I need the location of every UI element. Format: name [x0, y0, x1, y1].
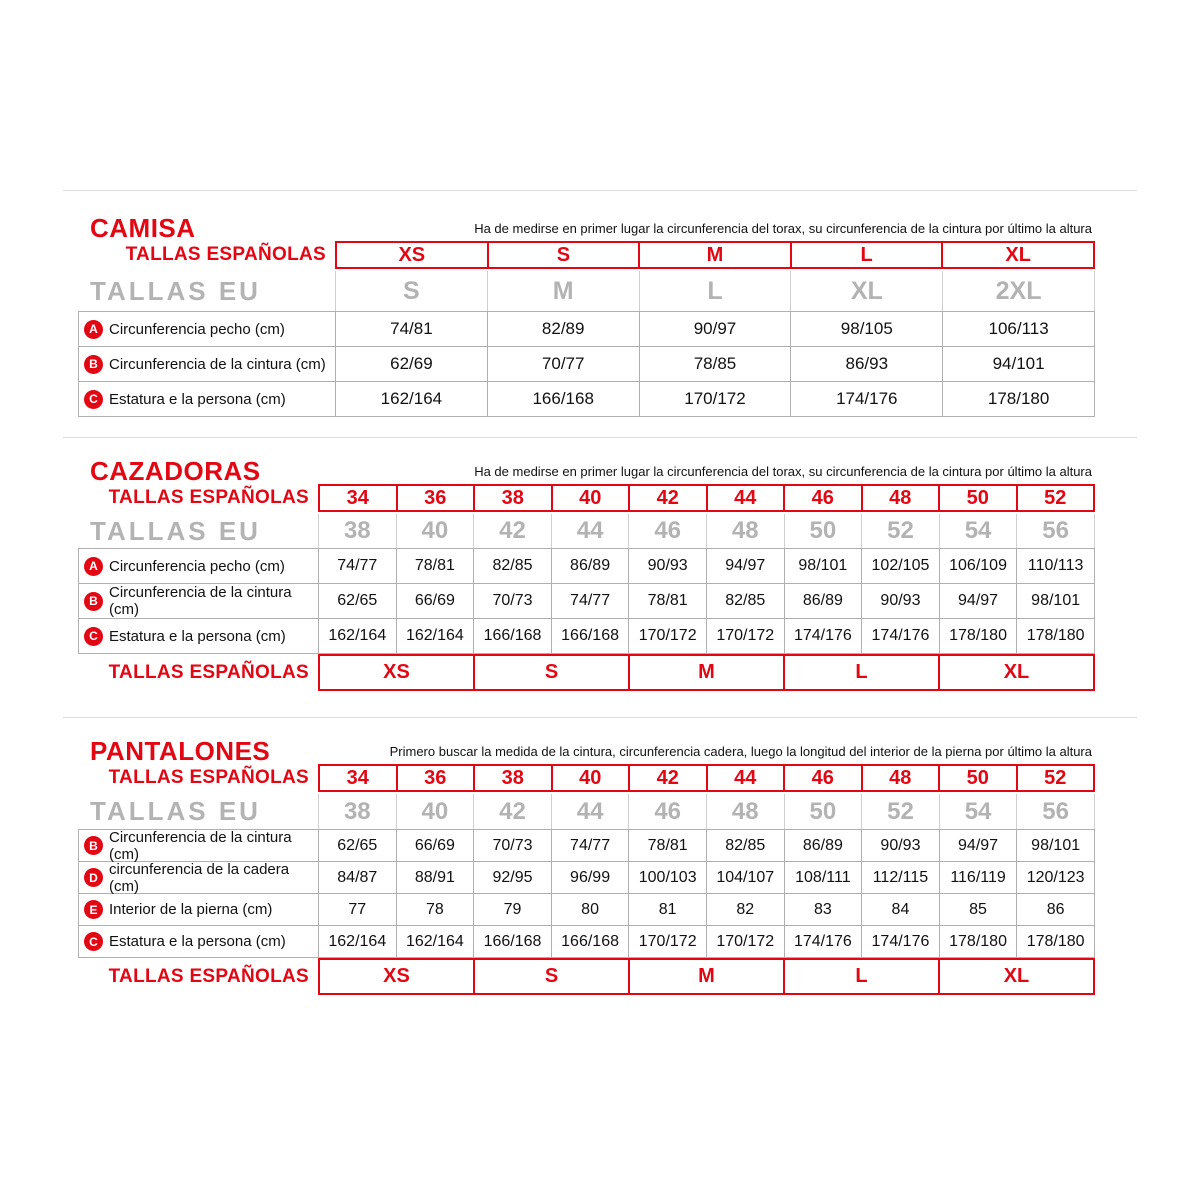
letter-badge: B: [84, 592, 103, 611]
bottom-sizes-boxes: [318, 958, 1095, 995]
eu-size-cell: S: [335, 271, 487, 311]
value-cell: 106/113: [943, 312, 1095, 347]
eu-size-cell: 46: [628, 794, 706, 829]
value-cell: 178/180: [940, 619, 1018, 654]
eu-size-cell: 54: [939, 514, 1017, 548]
value-cell: 96/99: [552, 862, 630, 894]
spanish-size-cell: 36: [396, 766, 474, 790]
value-cell: 85: [940, 894, 1018, 926]
bottom-spanish-sizes-row: [78, 654, 1095, 691]
value-cell: 62/69: [336, 347, 488, 382]
value-cell: 80: [552, 894, 630, 926]
value-cell: 90/93: [862, 584, 940, 619]
letter-badge: B: [84, 836, 103, 855]
value-cell: 98/105: [791, 312, 943, 347]
value-cell: 82/89: [488, 312, 640, 347]
value-cell: 166/168: [474, 619, 552, 654]
value-cell: 112/115: [862, 862, 940, 894]
tallas-eu-label: TALLAS EU: [90, 796, 261, 826]
bottom-size-cell: L: [783, 960, 938, 993]
value-cell: 170/172: [707, 619, 785, 654]
spanish-size-cell: 34: [346, 766, 369, 789]
table-row: [79, 312, 1095, 347]
letter-badge: C: [84, 627, 103, 646]
eu-size-cell: 48: [706, 794, 784, 829]
value-cell: 166/168: [552, 926, 630, 958]
eu-size-cell: 46: [628, 514, 706, 548]
value-cell: 90/93: [862, 830, 940, 862]
value-cell: 170/172: [629, 619, 707, 654]
section-title: CAMISA: [90, 213, 196, 243]
eu-sizes-row: [78, 271, 1095, 311]
value-cell: 106/109: [940, 549, 1018, 584]
value-cell: 170/172: [707, 926, 785, 958]
letter-badge: D: [84, 868, 103, 887]
row-label: Circunferencia de la cintura (cm): [109, 828, 292, 863]
eu-size-cell: 50: [784, 794, 862, 829]
table-row: [79, 549, 1095, 584]
value-cell: 166/168: [488, 382, 640, 417]
table-row: [79, 862, 1095, 894]
bottom-size-cell: S: [473, 656, 628, 689]
tallas-espanolas-label: TALLAS ESPAÑOLAS: [108, 965, 309, 987]
letter-badge: B: [84, 355, 103, 374]
letter-badge: E: [84, 900, 103, 919]
bottom-size-cell: XS: [383, 965, 410, 987]
section-camisa: [63, 190, 1137, 437]
value-cell: 78/81: [629, 830, 707, 862]
eu-size-cell: 50: [784, 514, 862, 548]
row-label-cell: [79, 926, 319, 958]
spanish-size-cell: 42: [628, 766, 706, 790]
size-table: [78, 241, 1095, 417]
value-cell: 110/113: [1017, 549, 1095, 584]
measurement-rows: [78, 548, 1095, 654]
letter-badge: A: [84, 320, 103, 339]
value-cell: 94/97: [940, 584, 1018, 619]
value-cell: 82: [707, 894, 785, 926]
value-cell: 82/85: [474, 549, 552, 584]
spanish-size-cell: S: [487, 243, 639, 267]
value-cell: 90/93: [629, 549, 707, 584]
table-row: [79, 619, 1095, 654]
measurement-rows: [78, 311, 1095, 417]
value-cell: 90/97: [640, 312, 792, 347]
spanish-sizes-boxes: [318, 484, 1095, 512]
eu-size-cell: 42: [473, 514, 551, 548]
spanish-size-cell: L: [790, 243, 942, 267]
bottom-size-cell: M: [628, 656, 783, 689]
value-cell: 174/176: [862, 619, 940, 654]
letter-badge: C: [84, 932, 103, 951]
spanish-size-cell: 52: [1016, 766, 1094, 790]
value-cell: 74/77: [319, 549, 397, 584]
value-cell: 74/77: [552, 830, 630, 862]
value-cell: 92/95: [474, 862, 552, 894]
eu-sizes-cells: [335, 271, 1095, 311]
value-cell: 86/89: [785, 830, 863, 862]
row-label: Circunferencia de la cintura (cm): [109, 355, 326, 373]
eu-size-cell: 54: [939, 794, 1017, 829]
value-cell: 174/176: [791, 382, 943, 417]
bottom-size-cell: S: [473, 960, 628, 993]
spanish-size-cell: 40: [551, 486, 629, 510]
eu-size-cell: XL: [790, 271, 942, 311]
value-cell: 162/164: [336, 382, 488, 417]
value-cell: 100/103: [629, 862, 707, 894]
value-cell: 62/65: [319, 830, 397, 862]
value-cell: 170/172: [640, 382, 792, 417]
value-cell: 120/123: [1017, 862, 1095, 894]
spanish-size-cell: 38: [473, 486, 551, 510]
value-cell: 98/101: [1017, 830, 1095, 862]
spanish-sizes-row: [78, 484, 1095, 512]
value-cell: 162/164: [319, 619, 397, 654]
letter-badge: A: [84, 557, 103, 576]
eu-size-cell: 52: [861, 514, 939, 548]
spanish-size-cell: 38: [473, 766, 551, 790]
spanish-size-cell: 34: [346, 486, 369, 509]
table-row: [79, 830, 1095, 862]
value-cell: 178/180: [943, 382, 1095, 417]
bottom-size-cell: XS: [383, 661, 410, 683]
spanish-size-cell: 40: [551, 766, 629, 790]
spanish-size-cell: 48: [861, 766, 939, 790]
row-label-cell: [79, 347, 336, 382]
value-cell: 84: [862, 894, 940, 926]
value-cell: 162/164: [397, 619, 475, 654]
spanish-sizes-boxes: [335, 241, 1095, 269]
value-cell: 88/91: [397, 862, 475, 894]
eu-size-cell: L: [639, 271, 791, 311]
spanish-size-cell: 52: [1016, 486, 1094, 510]
section-note: Ha de medirse en primer lugar la circunferencia del torax, su circunferencia de la cintura por último la altura: [474, 221, 1092, 236]
size-table: [78, 484, 1095, 691]
letter-badge: C: [84, 390, 103, 409]
value-cell: 166/168: [552, 619, 630, 654]
bottom-size-cell: M: [628, 960, 783, 993]
value-cell: 178/180: [1017, 926, 1095, 958]
row-label: circunferencia de la cadera (cm): [109, 860, 290, 895]
row-label: Circunferencia pecho (cm): [109, 320, 285, 338]
value-cell: 66/69: [397, 830, 475, 862]
spanish-size-cell: 50: [938, 486, 1016, 510]
value-cell: 166/168: [474, 926, 552, 958]
value-cell: 83: [785, 894, 863, 926]
spanish-size-cell: XS: [398, 243, 426, 266]
table-row: [79, 894, 1095, 926]
eu-size-cell: 56: [1016, 514, 1095, 548]
eu-size-cell: M: [487, 271, 639, 311]
section-pantalones: [63, 717, 1137, 1000]
value-cell: 86/89: [785, 584, 863, 619]
spanish-sizes-row: [78, 241, 1095, 269]
value-cell: 78: [397, 894, 475, 926]
table-row: [79, 347, 1095, 382]
row-label-cell: [79, 619, 319, 654]
value-cell: 162/164: [397, 926, 475, 958]
value-cell: 162/164: [319, 926, 397, 958]
eu-size-cell: 44: [551, 794, 629, 829]
row-label-cell: [79, 382, 336, 417]
value-cell: 79: [474, 894, 552, 926]
eu-size-cell: 56: [1016, 794, 1095, 829]
spanish-size-cell: 46: [783, 486, 861, 510]
spanish-size-cell: 46: [783, 766, 861, 790]
spanish-size-cell: 36: [396, 486, 474, 510]
value-cell: 78/81: [629, 584, 707, 619]
eu-size-cell: 52: [861, 794, 939, 829]
section-title: PANTALONES: [90, 736, 271, 766]
spanish-size-cell: 50: [938, 766, 1016, 790]
section-header: [63, 718, 1137, 764]
value-cell: 86/89: [552, 549, 630, 584]
row-label-cell: [79, 830, 319, 862]
row-label-cell: [79, 862, 319, 894]
value-cell: 66/69: [397, 584, 475, 619]
bottom-size-cell: XL: [938, 960, 1093, 993]
row-label-cell: [79, 894, 319, 926]
measurement-rows: [78, 829, 1095, 958]
spanish-size-cell: M: [638, 243, 790, 267]
value-cell: 98/101: [785, 549, 863, 584]
tallas-espanolas-label: TALLAS ESPAÑOLAS: [108, 487, 309, 508]
eu-size-cell: 44: [551, 514, 629, 548]
eu-size-cell: 40: [396, 794, 474, 829]
row-label-cell: [79, 312, 336, 347]
bottom-sizes-boxes: [318, 654, 1095, 691]
bottom-size-cell: XL: [938, 656, 1093, 689]
tallas-espanolas-label: TALLAS ESPAÑOLAS: [108, 767, 309, 788]
eu-size-cell: 2XL: [942, 271, 1095, 311]
value-cell: 62/65: [319, 584, 397, 619]
eu-size-cell: 42: [473, 794, 551, 829]
row-label: Circunferencia pecho (cm): [109, 557, 285, 575]
value-cell: 178/180: [940, 926, 1018, 958]
spanish-size-cell: 44: [706, 486, 784, 510]
row-label: Estatura e la persona (cm): [109, 933, 286, 950]
row-label: Interior de la pierna (cm): [109, 901, 273, 918]
tallas-espanolas-label: TALLAS ESPAÑOLAS: [125, 244, 326, 265]
value-cell: 70/73: [474, 830, 552, 862]
value-cell: 174/176: [862, 926, 940, 958]
spanish-sizes-row: [78, 764, 1095, 792]
value-cell: 84/87: [319, 862, 397, 894]
value-cell: 78/85: [640, 347, 792, 382]
eu-sizes-row: [78, 794, 1095, 829]
row-label: Circunferencia de la cintura (cm): [109, 584, 292, 618]
spanish-size-cell: XL: [941, 243, 1093, 267]
spanish-size-cell: 48: [861, 486, 939, 510]
value-cell: 94/97: [707, 549, 785, 584]
eu-size-cell: 38: [318, 514, 396, 548]
table-row: [79, 926, 1095, 958]
spanish-sizes-boxes: [318, 764, 1095, 792]
value-cell: 108/111: [785, 862, 863, 894]
value-cell: 170/172: [629, 926, 707, 958]
value-cell: 174/176: [785, 926, 863, 958]
value-cell: 94/101: [943, 347, 1095, 382]
value-cell: 77: [319, 894, 397, 926]
value-cell: 86: [1017, 894, 1095, 926]
eu-sizes-cells: [318, 794, 1095, 829]
row-label: Estatura e la persona (cm): [109, 627, 286, 645]
value-cell: 70/77: [488, 347, 640, 382]
row-label: Estatura e la persona (cm): [109, 390, 286, 408]
section-cazadoras: [63, 437, 1137, 717]
bottom-size-cell: L: [783, 656, 938, 689]
eu-sizes-row: [78, 514, 1095, 548]
table-row: [79, 382, 1095, 417]
value-cell: 74/81: [336, 312, 488, 347]
value-cell: 102/105: [862, 549, 940, 584]
value-cell: 74/77: [552, 584, 630, 619]
table-row: [79, 584, 1095, 619]
tallas-eu-label: TALLAS EU: [90, 275, 261, 306]
row-label-cell: [79, 549, 319, 584]
value-cell: 94/97: [940, 830, 1018, 862]
size-table: [78, 764, 1095, 995]
value-cell: 116/119: [940, 862, 1018, 894]
value-cell: 81: [629, 894, 707, 926]
value-cell: 82/85: [707, 830, 785, 862]
section-note: Primero buscar la medida de la cintura, circunferencia cadera, luego la longitud del interior de la pierna por último la altura: [389, 744, 1092, 759]
tallas-espanolas-label: TALLAS ESPAÑOLAS: [108, 661, 309, 683]
value-cell: 86/93: [791, 347, 943, 382]
value-cell: 70/73: [474, 584, 552, 619]
eu-size-cell: 38: [318, 794, 396, 829]
value-cell: 174/176: [785, 619, 863, 654]
value-cell: 78/81: [397, 549, 475, 584]
section-header: [63, 438, 1137, 484]
section-header: [63, 191, 1137, 241]
eu-sizes-cells: [318, 514, 1095, 548]
value-cell: 82/85: [707, 584, 785, 619]
section-note: Ha de medirse en primer lugar la circunferencia del torax, su circunferencia de la cintura por último la altura: [474, 464, 1092, 479]
bottom-spanish-sizes-row: [78, 958, 1095, 995]
value-cell: 104/107: [707, 862, 785, 894]
section-title: CAZADORAS: [90, 456, 261, 486]
value-cell: 98/101: [1017, 584, 1095, 619]
eu-size-cell: 48: [706, 514, 784, 548]
eu-size-cell: 40: [396, 514, 474, 548]
spanish-size-cell: 42: [628, 486, 706, 510]
value-cell: 178/180: [1017, 619, 1095, 654]
spanish-size-cell: 44: [706, 766, 784, 790]
row-label-cell: [79, 584, 319, 619]
tallas-eu-label: TALLAS EU: [90, 515, 261, 546]
